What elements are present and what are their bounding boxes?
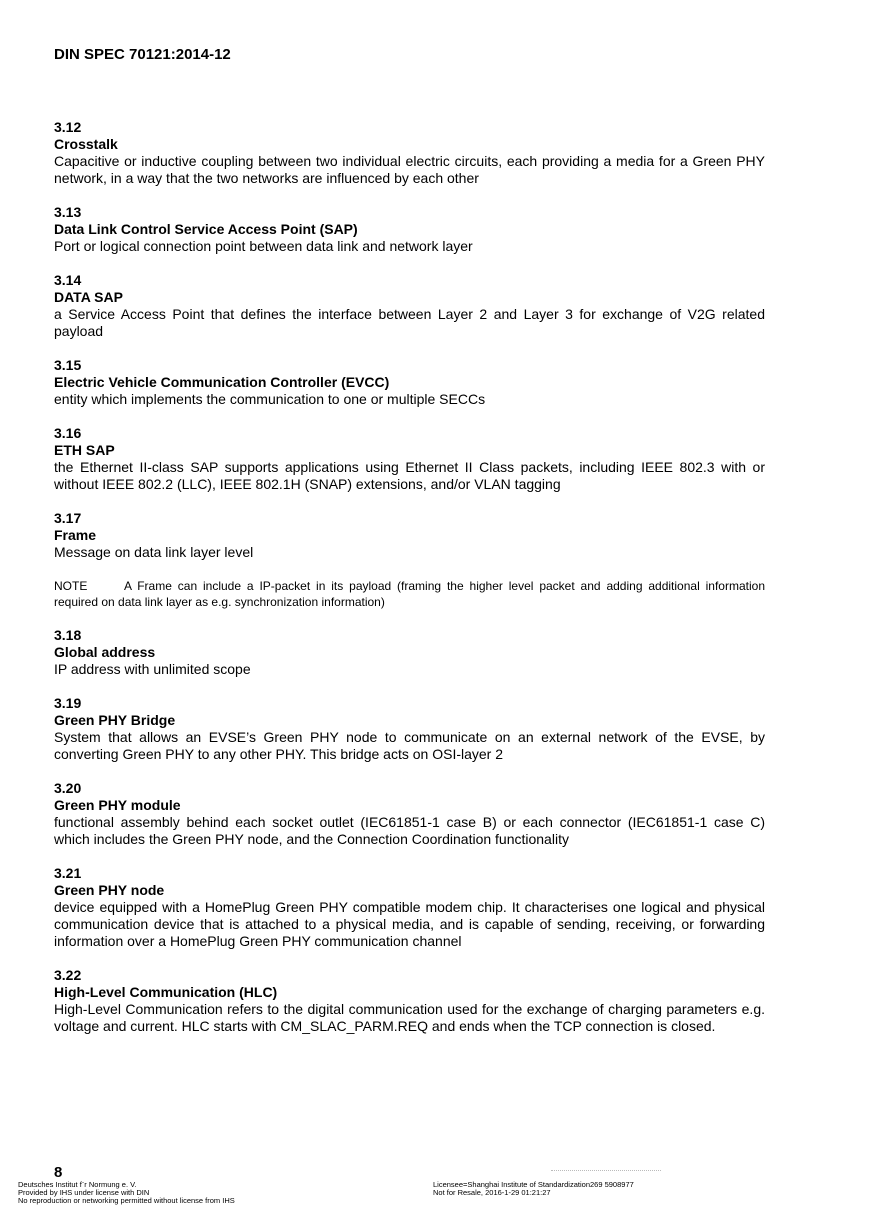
definition-entry [54,510,765,610]
entry-number: 3.15 [54,357,82,373]
entry-term: DATA SAP [54,289,123,305]
entry-term: Crosstalk [54,136,118,152]
definition-entry [54,357,765,408]
definitions-list [54,119,765,1052]
definition-entry [54,272,765,340]
entry-definition: entity which implements the communication to one or multiple SECCs [54,391,486,407]
definition-entry [54,425,765,493]
entry-number: 3.13 [54,204,82,220]
definition-entry [54,695,765,763]
footer-line: Deutsches Institut f¨r Normung e. V. [18,1180,137,1189]
entry-number: 3.20 [54,780,82,796]
entry-definition: Capacitive or inductive coupling between two individual electric circuits, each providing a media for a Green PHY network, in a way that the two networks are influenced by each other [54,153,765,186]
entry-term: Global address [54,644,156,660]
page-header-title: DIN SPEC 70121:2014-12 [54,46,231,63]
entry-definition: System that allows an EVSE’s Green PHY node to communicate on an external network of the EVSE, by converting Green PHY to any other PHY. This bridge acts on OSI-layer 2 [54,729,765,762]
entry-note [54,578,765,610]
entry-number: 3.18 [54,627,82,643]
entry-definition: Port or logical connection point between data link and network layer [54,238,473,254]
definition-entry [54,204,765,255]
definition-entry [54,865,765,950]
definition-entry [54,780,765,848]
entry-term: Green PHY Bridge [54,712,176,728]
entry-term: High-Level Communication (HLC) [54,984,278,1000]
entry-term: Green PHY node [54,882,165,898]
entry-definition: IP address with unlimited scope [54,661,251,677]
entry-definition: Message on data link layer level [54,544,254,560]
page-number: 8 [54,1164,63,1181]
footer-line: Provided by IHS under license with DIN [18,1188,150,1197]
entry-number: 3.19 [54,695,82,711]
footer-line: Not for Resale, 2016-1-29 01:21:27 [433,1188,551,1197]
entry-term: Data Link Control Service Access Point (SAP) [54,221,358,237]
entry-term: ETH SAP [54,442,115,458]
entry-number: 3.16 [54,425,82,441]
note-text: A Frame can include a IP-packet in its payload (framing the higher level packet and adding additional information required on data link layer as e.g. synchronization information) [54,579,765,609]
footer-license-right [433,1181,634,1197]
definition-entry [54,627,765,678]
entry-definition: High-Level Communication refers to the digital communication used for the exchange of charging parameters e.g. voltage and current. HLC starts with CM_SLAC_PARM.REQ and ends when the TCP connection is closed. [54,1001,765,1034]
footer-line: Licensee=Shanghai Institute of Standardization269 5908977 [433,1180,634,1189]
entry-number: 3.12 [54,119,82,135]
entry-number: 3.17 [54,510,82,526]
entry-definition: device equipped with a HomePlug Green PHY compatible modem chip. It characterises one logical and physical communication device that is attached to a physical media, and is capable of sending, receiving, or forwarding information over a HomePlug Green PHY communication channel [54,899,765,949]
entry-definition: a Service Access Point that defines the interface between Layer 2 and Layer 3 for exchange of V2G related payload [54,306,765,339]
footer-license-left [18,1181,235,1205]
footer-dotted-rule [551,1170,661,1172]
definition-entry [54,967,765,1035]
definition-entry [54,119,765,187]
note-label: NOTE [54,579,88,593]
entry-term: Green PHY module [54,797,181,813]
entry-term: Frame [54,527,97,543]
footer-line: No reproduction or networking permitted without license from IHS [18,1196,235,1205]
entry-term: Electric Vehicle Communication Controller (EVCC) [54,374,390,390]
entry-definition: functional assembly behind each socket outlet (IEC61851-1 case B) or each connector (IEC61851-1 case C) which includes the Green PHY node, and the Connection Coordination functionality [54,814,765,847]
entry-number: 3.14 [54,272,82,288]
entry-number: 3.21 [54,865,82,881]
entry-number: 3.22 [54,967,82,983]
entry-definition: the Ethernet II-class SAP supports applications using Ethernet II Class packets, including IEEE 802.3 with or without IEEE 802.2 (LLC), IEEE 802.1H (SNAP) extensions, and/or VLAN tagging [54,459,765,492]
